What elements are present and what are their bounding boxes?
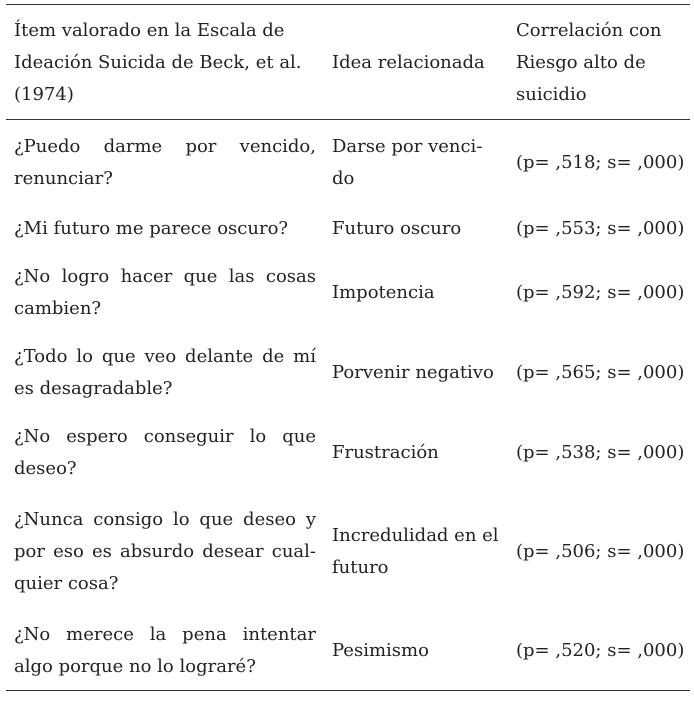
- idea-cell: Pesimismo: [332, 640, 429, 661]
- idea-cell: Futuro oscuro: [332, 218, 462, 239]
- item-cell: ¿No espero conseguir lo que deseo?: [14, 426, 316, 479]
- table-container: [6, 4, 690, 709]
- item-cell: ¿Puedo darme por vencido, renunciar?: [14, 136, 316, 189]
- item-cell: ¿Nunca consigo lo que deseo y por eso es absurdo desear cual-quier cosa?: [14, 509, 316, 594]
- idea-cell: Frustración: [332, 442, 439, 463]
- correlation-cell: (p= ,518; s= ,000): [516, 152, 685, 173]
- correlation-table: [6, 4, 690, 691]
- table-header-row: [6, 5, 690, 120]
- item-cell: ¿No logro hacer que las cosas cambien?: [14, 266, 316, 319]
- table-row: [6, 120, 690, 205]
- table-row: [6, 204, 690, 252]
- idea-cell: Porvenir negativo: [332, 362, 494, 383]
- idea-cell: Incredulidad en el futuro: [332, 525, 499, 578]
- idea-cell: Darse por venci-do: [332, 136, 483, 189]
- correlation-cell: (p= ,520; s= ,000): [516, 640, 685, 661]
- correlation-cell: (p= ,592; s= ,000): [516, 282, 685, 303]
- header-item: Ítem valorado en la Escala de Ideación Suicida de Beck, et al. (1974): [14, 20, 302, 105]
- correlation-cell: (p= ,553; s= ,000): [516, 218, 685, 239]
- header-idea: Idea relacionada: [332, 52, 485, 73]
- header-correlation: Correlación con Riesgo alto de suicidio: [516, 20, 662, 105]
- correlation-cell: (p= ,538; s= ,000): [516, 442, 685, 463]
- correlation-cell: (p= ,506; s= ,000): [516, 541, 685, 562]
- correlation-cell: (p= ,565; s= ,000): [516, 362, 685, 383]
- item-cell: ¿Mi futuro me parece oscuro?: [14, 218, 289, 239]
- idea-cell: Impotencia: [332, 282, 435, 303]
- table-row: [6, 332, 690, 412]
- table-row: [6, 412, 690, 492]
- table-row: [6, 492, 690, 610]
- item-cell: ¿Todo lo que veo delante de mí es desagradable?: [14, 346, 316, 399]
- table-row: [6, 610, 690, 691]
- item-cell: ¿No merece la pena intentar algo porque no lo lograré?: [14, 624, 316, 677]
- table-row: [6, 252, 690, 332]
